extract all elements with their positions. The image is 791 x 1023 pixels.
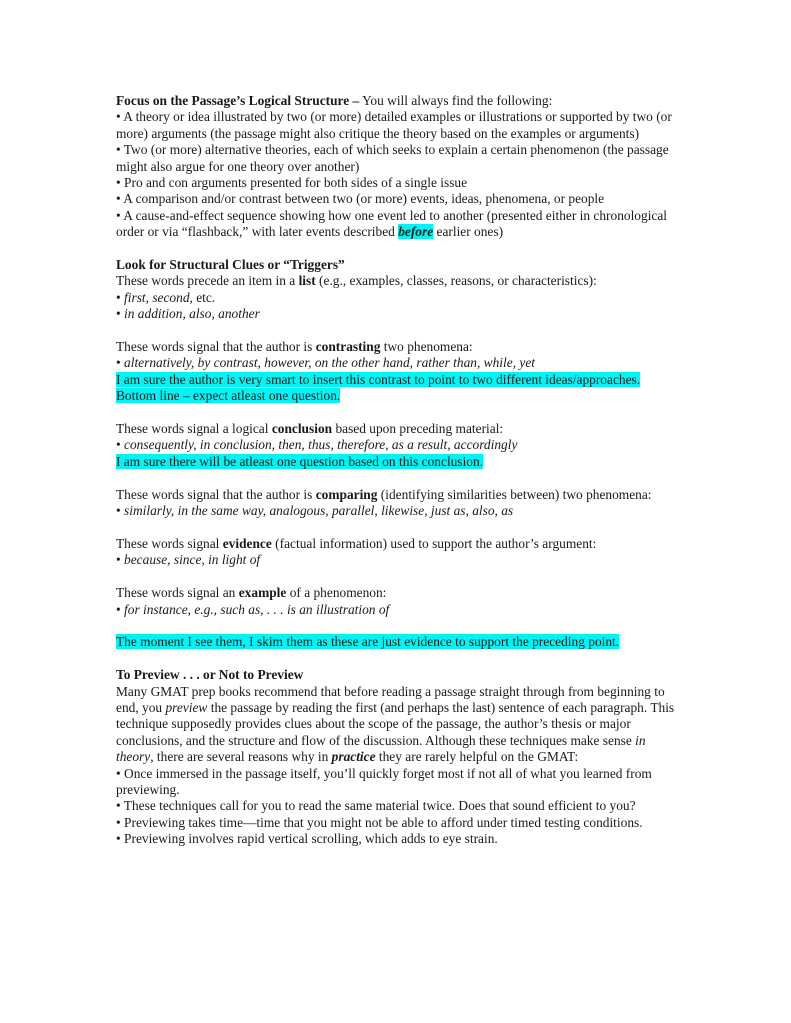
preview-paragraph: Many GMAT prep books recommend that before reading a passage straight through from beginning to end, you preview the passage by reading the first (and perhaps the last) sentence of each paragraph. This technique supposedly provides clues about the scope of the passage, the author’s thesis or major conclusions, and the structure and flow of the discussion. Although these techniques make sense in theory, there are several reasons why in practice they are rarely helpful on the GMAT: — [116, 683, 675, 765]
skim-highlight-note: The moment I see them, I skim them as these are just evidence to support the preceding point. — [116, 634, 620, 650]
structure-bullet-comparison: • A comparison and/or contrast between two (or more) events, ideas, phenomena, or people — [116, 191, 605, 207]
preview-heading: To Preview . . . or Not to Preview — [116, 667, 304, 683]
contrast-highlight-note-2: Bottom line – expect atleast one question. — [116, 388, 341, 404]
logical-structure-intro: Focus on the Passage’s Logical Structure – You will always find the following: — [116, 93, 553, 108]
list-signal-line: These words precede an item in a list (e.g., examples, classes, reasons, or characteristics): — [116, 273, 597, 289]
conclusion-highlight-note: I am sure there will be atleast one question based on this conclusion. — [116, 453, 484, 469]
preview-bullet-read-twice: • These techniques call for you to read the same material twice. Does that sound efficient to you? — [116, 798, 636, 814]
list-signal-words-1: • first, second, etc. — [116, 289, 216, 305]
contrast-signal-line: These words signal that the author is contrasting two phenomena: — [116, 339, 473, 355]
structure-bullet-cause-effect: • A cause-and-effect sequence showing how one event led to another (presented either in chronological order or via “flashback,” with later events described before earlier ones) — [116, 207, 668, 240]
highlighted-before: before — [398, 224, 434, 240]
preview-bullet-eye-strain: • Previewing involves rapid vertical scrolling, which adds to eye strain. — [116, 831, 498, 847]
preview-bullet-time: • Previewing takes time—time that you might not be able to afford under timed testing conditions. — [116, 814, 643, 830]
list-signal-words-2: • in addition, also, another — [116, 306, 260, 322]
structure-bullet-alternatives: • Two (or more) alternative theories, each of which seeks to explain a certain phenomenon (the passage might also argue for one theory over another) — [116, 142, 669, 174]
example-signal-words: • for instance, e.g., such as, . . . is an illustration of — [116, 601, 390, 617]
comparing-signal-words: • similarly, in the same way, analogous, parallel, likewise, just as, also, as — [116, 503, 514, 519]
structure-bullet-theory: • A theory or idea illustrated by two (or more) detailed examples or illustrations or supported by two (or more) arguments (the passage might also critique the theory based on the examples or arguments) — [116, 109, 672, 141]
document-page — [116, 93, 682, 848]
example-signal-line: These words signal an example of a phenomenon: — [116, 585, 387, 601]
comparing-signal-line: These words signal that the author is comparing (identifying similarities between) two phenomena: — [116, 486, 652, 502]
evidence-signal-line: These words signal evidence (factual information) used to support the author’s argument: — [116, 535, 597, 551]
structure-bullet-pro-con: • Pro and con arguments presented for both sides of a single issue — [116, 175, 468, 191]
conclusion-signal-line: These words signal a logical conclusion based upon preceding material: — [116, 421, 504, 437]
contrast-highlight-note-1: I am sure the author is very smart to insert this contrast to point to two different ideas/approaches. — [116, 371, 641, 387]
logical-structure-heading: Focus on the Passage’s Logical Structure – — [116, 93, 360, 108]
contrast-signal-words: • alternatively, by contrast, however, on the other hand, rather than, while, yet — [116, 355, 535, 371]
triggers-heading: Look for Structural Clues or “Triggers” — [116, 257, 345, 273]
conclusion-signal-words: • consequently, in conclusion, then, thus, therefore, as a result, accordingly — [116, 437, 518, 453]
preview-bullet-forget: • Once immersed in the passage itself, you’ll quickly forget most if not all of what you learned from previewing. — [116, 765, 652, 797]
evidence-signal-words: • because, since, in light of — [116, 552, 261, 568]
